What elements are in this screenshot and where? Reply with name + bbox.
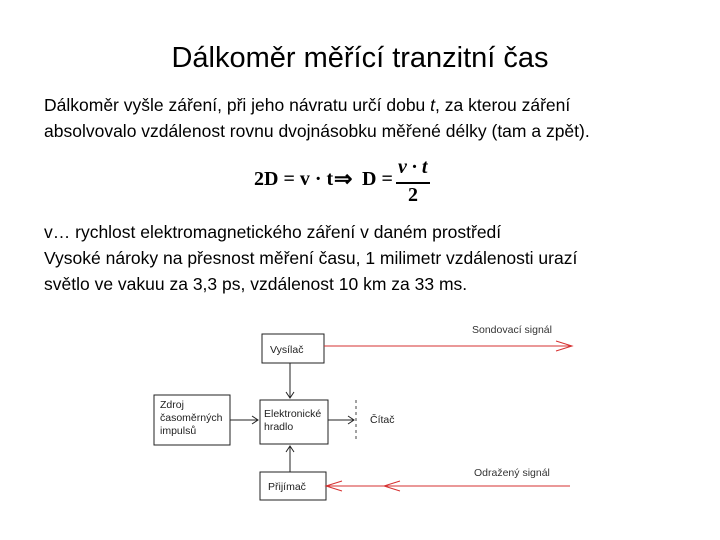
formula-lhs: 2D = v · t [254, 168, 334, 190]
pulse-source-label-3: impulsů [160, 425, 197, 437]
intro-line-2: absolvovalo vzdálenost rovnu dvojnásobku měřené délky (tam a zpět). [44, 121, 590, 141]
notes-line-3: světlo ve vakuu za 3,3 ps, vzdálenost 10 km za 33 ms. [44, 274, 468, 294]
electronic-gate-label-2: hradlo [264, 421, 294, 433]
counter-label: Čítač [370, 414, 395, 426]
formula-rhs-variable: D = [362, 168, 393, 190]
electronic-gate-label-1: Elektronické [264, 408, 322, 420]
implies-symbol: ⇒ [334, 166, 353, 191]
intro-line-1: Dálkoměr vyšle záření, při jeho návratu určí dobu t, za kterou záření [44, 95, 571, 115]
page-title: Dálkoměr měřící tranzitní čas [171, 42, 549, 74]
notes-line-1: v… rychlost elektromagnetického záření v daném prostředí [44, 222, 502, 242]
probe-signal-label: Sondovací signál [472, 324, 552, 336]
formula-numerator: v · t [398, 156, 428, 178]
return-signal-label: Odražený signál [474, 467, 550, 479]
pulse-source-label-2: časoměrných [160, 412, 223, 424]
transmitter-label: Vysílač [270, 344, 304, 356]
formula-denominator: 2 [408, 184, 418, 206]
pulse-source-label-1: Zdroj [160, 399, 184, 411]
receiver-label: Přijímač [268, 481, 306, 493]
notes-line-2: Vysoké nároky na přesnost měření času, 1 milimetr vzdálenosti urazí [44, 248, 578, 268]
